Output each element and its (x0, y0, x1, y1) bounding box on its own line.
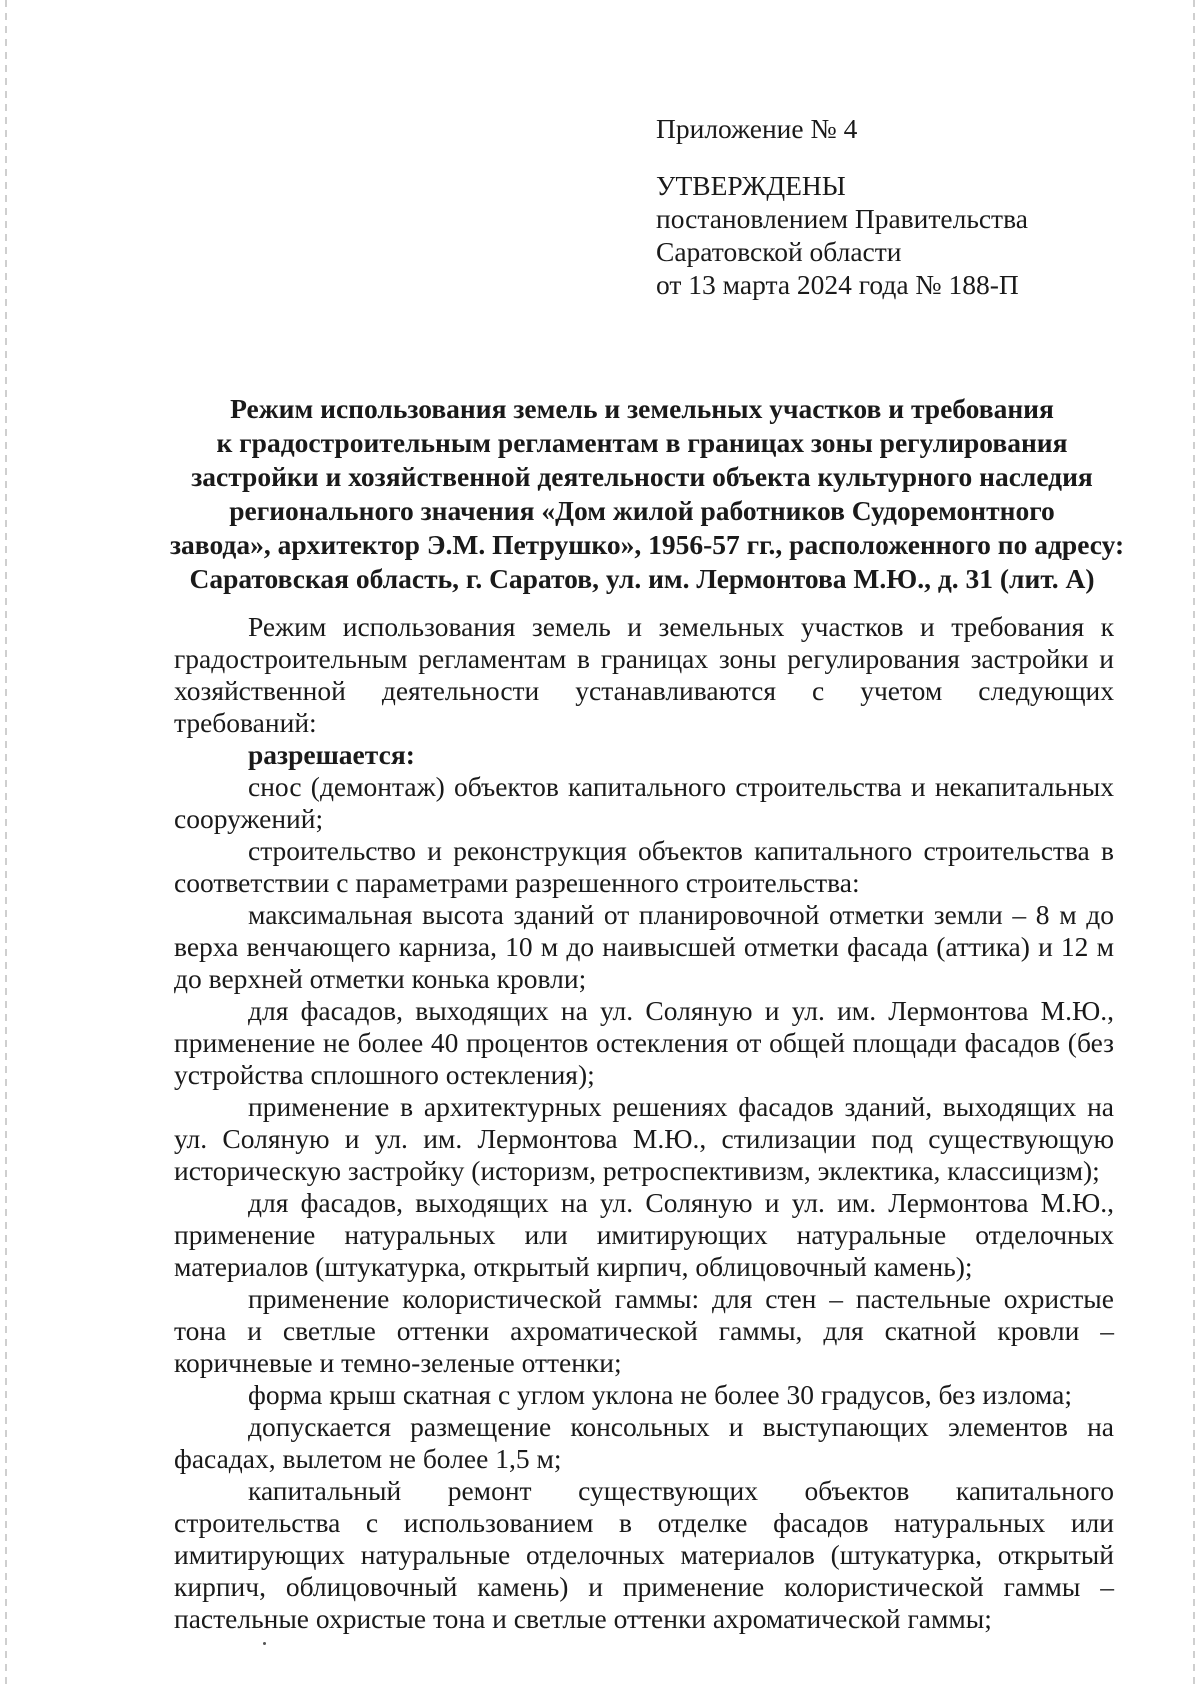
approval-header (656, 112, 1116, 301)
intro-paragraph: Режим использования земель и земельных участков и требования к градостроительным регламентам в границах зоны регулирования застройки и хозяйственной деятельности устанавливаются с учетом следующих требований: (174, 611, 1114, 738)
header-spacer (656, 145, 1116, 169)
title-line: завода», архитектор Э.М. Петрушко», 1956-57 гг., расположенного по адресу: (170, 529, 1125, 560)
requirement-item: для фасадов, выходящих на ул. Соляную и ул. им. Лермонтова М.Ю., применение натуральных или имитирующих натуральные отделочных материалов (штукатурка, открытый кирпич, облицовочный камень); (174, 1187, 1114, 1282)
decree-line-2: Саратовской области (656, 236, 902, 267)
approved-label: УТВЕРЖДЕНЫ (656, 170, 846, 201)
title-line: к градостроительным регламентам в границах зоны регулирования (216, 427, 1068, 458)
allowed-heading: разрешается: (248, 739, 415, 770)
document-title (170, 392, 1125, 596)
requirement-item: применение в архитектурных решениях фасадов зданий, выходящих на ул. Соляную и ул. им. Лермонтова М.Ю., стилизации под существующую историческую застройку (историзм, ретроспективизм, эклектика, классицизм); (174, 1091, 1114, 1186)
requirement-item: снос (демонтаж) объектов капитального строительства и некапитальных сооружений; (174, 771, 1114, 834)
requirement-item: допускается размещение консольных и выступающих элементов на фасадах, вылетом не более 1,5 м; (174, 1411, 1114, 1474)
title-line: Режим использования земель и земельных участков и требования (230, 393, 1054, 424)
decree-date: от 13 марта 2024 года № 188-П (656, 269, 1019, 300)
document-body (174, 611, 1114, 1635)
requirement-item: форма крыш скатная с углом уклона не более 30 градусов, без излома; (248, 1379, 1072, 1410)
scan-speck (263, 1642, 266, 1645)
requirement-item: капитальный ремонт существующих объектов капитального строительства с использованием в отделке фасадов натуральных или имитирующих натуральные отделочных материалов (штукатурка, открытый кирпич, облицовочный камень) и применение колористической гаммы – пастельные охристые тона и светлые оттенки ахроматической гаммы; (174, 1475, 1114, 1634)
appendix-number: Приложение № 4 (656, 113, 858, 144)
title-line: регионального значения «Дом жилой работников Судоремонтного (229, 495, 1055, 526)
decree-line-1: постановлением Правительства (656, 203, 1028, 234)
requirement-item: для фасадов, выходящих на ул. Соляную и ул. им. Лермонтова М.Ю., применение не более 40 процентов остекления от общей площади фасадов (без устройства сплошного остекления); (174, 995, 1114, 1090)
requirement-item: максимальная высота зданий от планировочной отметки земли – 8 м до верха венчающего карниза, 10 м до наивысшей отметки фасада (аттика) и 12 м до верхней отметки конька кровли; (174, 899, 1114, 994)
title-line: Саратовская область, г. Саратов, ул. им. Лермонтова М.Ю., д. 31 (лит. А) (189, 563, 1095, 594)
scan-edge-left (5, 0, 7, 1686)
requirement-item: строительство и реконструкция объектов капитального строительства в соответствии с параметрами разрешенного строительства: (174, 835, 1114, 898)
requirement-item: применение колористической гаммы: для стен – пастельные охристые тона и светлые оттенки ахроматической гаммы, для скатной кровли – коричневые и темно-зеленые оттенки; (174, 1283, 1114, 1378)
scan-edge-right (1193, 0, 1195, 1686)
title-line: застройки и хозяйственной деятельности объекта культурного наследия (191, 461, 1093, 492)
